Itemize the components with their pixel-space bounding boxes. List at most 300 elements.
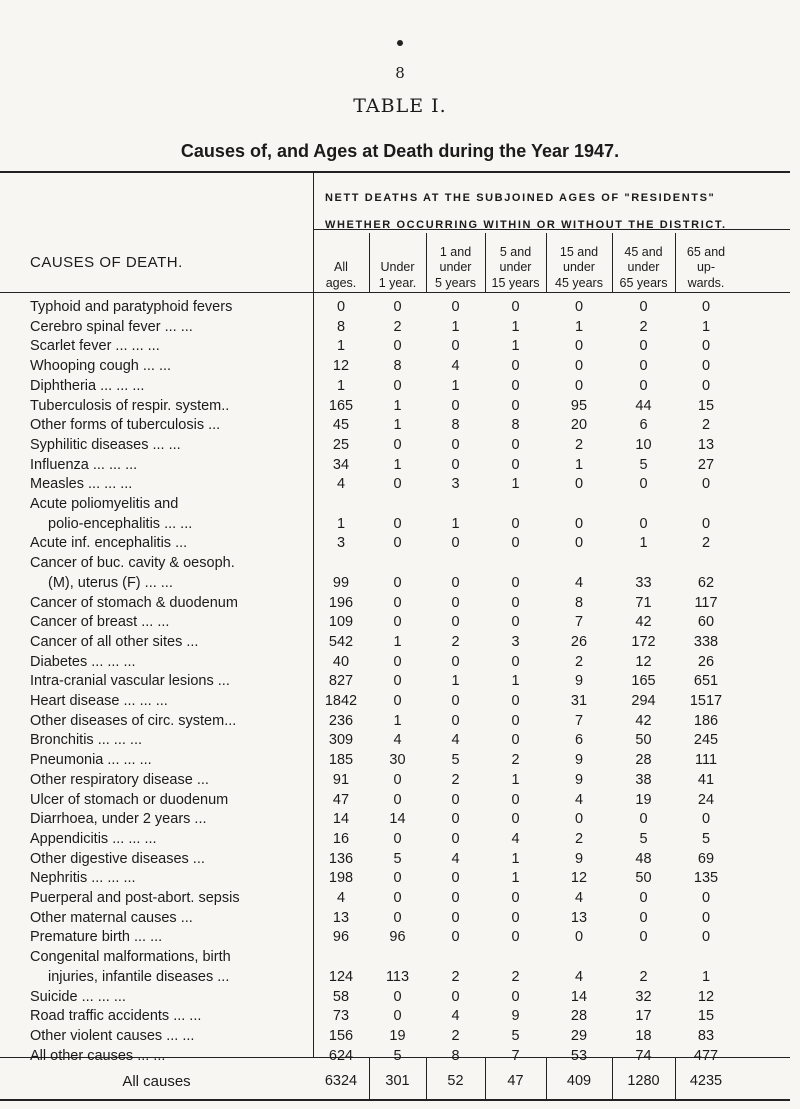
table-cell: 0	[393, 476, 402, 493]
row-label-text: Measles ... ... ...	[30, 476, 133, 493]
row-label-text: Other forms of tuberculosis ...	[30, 417, 221, 434]
table-cell: 0	[701, 299, 711, 315]
column-heading-line: 65 years	[619, 275, 668, 290]
table-cell: 245	[693, 732, 719, 749]
table-cell: 0	[511, 988, 520, 1005]
table-cell: 74	[635, 1047, 652, 1064]
table-cell: 338	[693, 633, 719, 650]
table-cell: 32	[635, 988, 652, 1005]
column-heading-line: under	[563, 260, 595, 274]
totals-cell: 301	[385, 1073, 410, 1089]
table-cell: 0	[639, 811, 648, 828]
table-cell: 18	[635, 1027, 652, 1044]
row-label	[30, 338, 160, 354]
table-cell: 1	[511, 318, 520, 335]
table-cell: 1	[393, 633, 402, 650]
table-cell: 0	[451, 693, 460, 709]
table-cell: 4	[574, 968, 584, 985]
column-heading-line: wards.	[687, 275, 725, 290]
row-label-text: polio-encephalitis ... ...	[48, 515, 193, 532]
table-cell: 172	[631, 633, 656, 650]
column-heading-line: ages.	[325, 275, 357, 290]
table-cell: 0	[393, 436, 402, 453]
table-cell: 0	[451, 535, 460, 552]
table-cell: 2	[701, 535, 711, 552]
table-cell: 4	[574, 574, 584, 591]
table-cell: 29	[570, 1027, 588, 1044]
row-label-text: Pneumonia ... ... ...	[30, 752, 152, 769]
table-cell: 13	[332, 909, 350, 926]
table-cell: 111	[694, 752, 718, 769]
column-heading-line	[369, 245, 426, 261]
table-cell: 12	[697, 988, 715, 1005]
table-cell: 0	[511, 436, 520, 453]
row-label	[30, 575, 173, 591]
table-cell: 0	[511, 732, 520, 749]
column-heading-line: under	[499, 260, 532, 274]
table-cell: 4	[511, 830, 520, 847]
table-cell: 0	[511, 890, 520, 906]
table-cell: 0	[451, 909, 460, 926]
table-cell: 0	[574, 476, 584, 493]
row-label	[30, 535, 187, 551]
table-cell: 0	[451, 791, 460, 808]
table-cell: 0	[451, 929, 460, 946]
row-label-text: Other digestive diseases ...	[30, 850, 205, 867]
column-heading-line: 15 and	[559, 244, 599, 259]
table-cell: 9	[574, 771, 584, 788]
row-label	[30, 496, 178, 512]
table-cell: 0	[574, 377, 584, 394]
table-cell: 9	[574, 850, 584, 867]
table-cell: 0	[511, 358, 520, 375]
table-cell: 165	[328, 397, 354, 414]
table-cell: 0	[574, 929, 584, 946]
table-cell: 1	[393, 456, 402, 473]
table-cell: 542	[328, 633, 354, 650]
table-cell: 47	[332, 791, 350, 808]
row-label-text: Cancer of all other sites ...	[30, 633, 199, 650]
table-cell: 96	[389, 929, 406, 946]
table-cell: 0	[393, 870, 402, 887]
table-cell: 0	[336, 299, 346, 315]
row-label-text: Diarrhoea, under 2 years ...	[30, 811, 207, 828]
table-cell: 0	[451, 890, 460, 906]
row-label	[30, 319, 193, 335]
table-cell: 1	[451, 318, 460, 335]
row-label-text: Congenital malformations, birth	[30, 949, 231, 966]
table-cell: 0	[393, 673, 402, 690]
column-heading-line: 1 and	[439, 244, 472, 259]
table-cell: 5	[639, 830, 648, 847]
table-cell: 13	[570, 909, 588, 926]
row-label	[30, 634, 198, 650]
row-label	[30, 870, 136, 886]
totals-cell: 47	[507, 1073, 524, 1089]
table-cell: 0	[639, 299, 648, 315]
row-label-text: Other violent causes ... ...	[30, 1027, 195, 1044]
table-cell: 8	[451, 417, 460, 434]
column-heading-line: 15 years	[491, 275, 540, 290]
table-cell: 0	[393, 771, 402, 788]
column-heading	[546, 233, 612, 291]
table-cell: 1	[393, 397, 402, 414]
table-cell: 0	[451, 574, 460, 591]
table-cell: 1	[574, 318, 584, 335]
column-heading-line: 45 and	[624, 244, 663, 259]
table-cell: 2	[451, 968, 460, 985]
table-cell: 2	[451, 633, 460, 650]
table-cell: 31	[570, 693, 588, 709]
table-cell: 4	[451, 850, 460, 867]
column-heading-line: 1 year.	[378, 275, 417, 290]
table-cell: 8	[451, 1047, 460, 1064]
table-cell: 45	[332, 417, 350, 434]
column-heading-line	[313, 245, 369, 261]
table-cell: 0	[393, 830, 402, 847]
table-cell: 0	[451, 830, 460, 847]
row-label	[30, 732, 142, 748]
row-label	[30, 417, 220, 433]
table-cell: 1	[574, 456, 584, 473]
row-label	[30, 614, 169, 630]
row-label-text: All other causes ... ...	[30, 1047, 166, 1064]
table-cell: 0	[574, 811, 584, 828]
causes-column-heading: CAUSES OF DEATH.	[30, 254, 183, 271]
table-cell: 185	[328, 752, 354, 769]
totals-separator	[426, 1058, 427, 1099]
table-cell: 309	[328, 732, 354, 749]
table-cell: 651	[693, 673, 719, 690]
table-cell: 236	[328, 712, 354, 729]
row-label	[30, 457, 137, 473]
table-cell: 0	[701, 377, 711, 394]
row-label	[30, 693, 168, 709]
table-cell: 0	[451, 436, 460, 453]
table-cell: 0	[393, 535, 402, 552]
table-cell: 135	[693, 870, 719, 887]
row-label-text: Syphilitic diseases ... ...	[30, 436, 181, 453]
table-cell: 0	[511, 535, 520, 552]
table-cell: 1	[451, 377, 460, 394]
row-label-text: Cancer of stomach & duodenum	[30, 594, 238, 611]
table-cell: 0	[511, 929, 520, 946]
table-cell: 196	[328, 594, 354, 611]
table-cell: 2	[451, 771, 460, 788]
row-label	[30, 476, 132, 492]
table-cell: 15	[697, 1008, 715, 1025]
row-label-text: Road traffic accidents ... ...	[30, 1008, 202, 1025]
row-label	[30, 969, 229, 985]
column-heading-line: Under	[380, 260, 415, 274]
row-label-text: Ulcer of stomach or duodenum	[30, 791, 229, 808]
group-heading	[325, 185, 790, 239]
totals-separator	[675, 1058, 676, 1099]
totals-cell: 409	[566, 1073, 592, 1089]
table-cell: 0	[393, 299, 402, 315]
column-heading	[675, 233, 737, 291]
table-cell: 20	[570, 417, 588, 434]
table-cell: 42	[635, 712, 652, 729]
table-cell: 14	[389, 811, 406, 828]
column-heading-line: 65 and	[686, 244, 726, 259]
table-cell: 0	[511, 693, 520, 709]
table-cell: 1	[511, 850, 520, 867]
table-cell: 8	[336, 318, 346, 335]
row-label	[30, 654, 136, 670]
table-cell: 4	[336, 890, 346, 906]
table-cell: 2	[574, 830, 584, 847]
table-cell: 0	[574, 338, 584, 355]
row-label	[30, 378, 144, 394]
table-cell: 1	[511, 476, 520, 493]
table-cell: 0	[451, 811, 460, 828]
table-cell: 1	[393, 712, 402, 729]
table-cell: 7	[574, 712, 584, 729]
table-cell: 38	[635, 771, 652, 788]
table-cell: 0	[511, 811, 520, 828]
table-cell: 0	[639, 909, 648, 926]
table-cell: 113	[385, 968, 410, 985]
row-label-text: Heart disease ... ... ...	[30, 693, 168, 709]
table-cell: 0	[511, 791, 520, 808]
row-label-text: Intra-cranial vascular lesions ...	[30, 673, 230, 690]
table-cell: 0	[511, 614, 520, 631]
row-label	[30, 1028, 194, 1044]
table-cell: 109	[328, 614, 354, 631]
table-cell: 6	[639, 417, 648, 434]
table-cell: 26	[697, 653, 715, 670]
table-cell: 0	[393, 574, 402, 591]
table-cell: 1	[639, 535, 648, 552]
table-cell: 624	[328, 1047, 354, 1064]
table-cell: 0	[701, 515, 711, 532]
table-cell: 0	[574, 358, 584, 375]
table-cell: 96	[332, 929, 350, 946]
column-heading-separator	[546, 233, 547, 292]
table-cell: 6	[574, 732, 584, 749]
row-label	[30, 831, 157, 847]
row-label-text: Whooping cough ... ...	[30, 358, 172, 375]
totals-cell: 52	[447, 1073, 464, 1089]
group-heading-line-1: NETT DEATHS AT THE SUBJOINED AGES OF "RESIDENTS"	[325, 192, 716, 204]
table-cell: 0	[511, 653, 520, 670]
table-cell: 0	[393, 653, 402, 670]
table-cell: 1842	[324, 693, 358, 709]
table-cell: 0	[701, 338, 711, 355]
table-cell: 2	[511, 968, 520, 985]
table-cell: 4	[393, 732, 402, 749]
table-cell: 0	[574, 299, 584, 315]
table-cell: 4	[574, 890, 584, 906]
table-cell: 4	[451, 358, 460, 375]
table-cell: 0	[701, 909, 711, 926]
table-cell: 0	[701, 358, 711, 375]
column-heading-line: All	[334, 260, 348, 274]
table-cell: 13	[697, 436, 715, 453]
totals-separator	[546, 1058, 547, 1099]
column-heading-line: under	[439, 260, 472, 274]
table-cell: 1	[511, 870, 520, 887]
table-cell: 24	[697, 791, 715, 808]
totals-cell: 4235	[689, 1073, 723, 1089]
table-cell: 48	[635, 850, 652, 867]
row-label-text: Other maternal causes ...	[30, 909, 193, 926]
table-cell: 0	[451, 988, 460, 1005]
column-heading	[612, 233, 675, 291]
table-cell: 0	[451, 653, 460, 670]
row-label-text: Other diseases of circ. system...	[30, 712, 237, 729]
row-label-text: Bronchitis ... ... ...	[30, 732, 143, 749]
table-cell: 2	[511, 752, 520, 769]
row-label	[30, 713, 236, 729]
table-cell: 15	[697, 397, 715, 414]
row-label-text: Influenza ... ... ...	[30, 456, 138, 473]
table-cell: 12	[635, 653, 652, 670]
row-label	[30, 792, 228, 808]
row-label	[30, 673, 230, 689]
column-heading	[426, 233, 485, 291]
table-cell: 0	[393, 890, 402, 906]
row-label	[30, 929, 162, 945]
table-cell: 1	[701, 968, 711, 985]
column-heading-line: 5 and	[499, 244, 532, 259]
totals-separator	[485, 1058, 486, 1099]
totals-separator	[612, 1058, 613, 1099]
table-cell: 477	[693, 1047, 719, 1064]
row-label-text: Typhoid and paratyphoid fevers	[30, 299, 233, 315]
table-cell: 186	[693, 712, 719, 729]
table-cell: 0	[639, 929, 648, 946]
table-cell: 60	[697, 614, 715, 631]
table-cell: 26	[570, 633, 588, 650]
column-heading-line: up-	[696, 260, 716, 274]
table-cell: 3	[451, 476, 460, 493]
table-cell: 62	[697, 574, 715, 591]
row-label	[30, 516, 192, 532]
table-cell: 0	[701, 811, 711, 828]
column-heading-separator	[369, 233, 370, 292]
table-cell: 5	[393, 850, 402, 867]
table-cell: 1	[701, 318, 711, 335]
table-cell: 99	[332, 574, 350, 591]
table-cell: 2	[701, 417, 711, 434]
table-cell: 0	[451, 338, 460, 355]
totals-cell: 1280	[627, 1073, 660, 1089]
table-cell: 0	[393, 338, 402, 355]
column-heading-separator	[485, 233, 486, 292]
table-cell: 33	[635, 574, 652, 591]
table-cell: 58	[332, 988, 350, 1005]
row-label-text: Acute poliomyelitis and	[30, 496, 179, 512]
row-label	[30, 1048, 165, 1064]
table-cell: 0	[701, 929, 711, 946]
table-cell: 0	[393, 614, 402, 631]
table-cell: 9	[574, 752, 584, 769]
table-cell: 5	[701, 830, 711, 847]
table-cell: 136	[328, 850, 354, 867]
row-label-text: (M), uterus (F) ... ...	[48, 574, 173, 591]
table-cell: 41	[697, 771, 715, 788]
table-cell: 2	[639, 318, 648, 335]
table-cell: 44	[635, 397, 652, 414]
totals-separator	[369, 1058, 370, 1099]
table-cell: 0	[393, 791, 402, 808]
table-cell: 2	[574, 653, 584, 670]
column-heading-separator	[612, 233, 613, 292]
row-label-text: Cancer of breast ... ...	[30, 614, 170, 631]
bottom-rule	[0, 1099, 790, 1101]
table-cell: 73	[332, 1008, 350, 1025]
row-label	[30, 555, 235, 571]
table-cell: 0	[574, 535, 584, 552]
table-cell: 156	[328, 1027, 354, 1044]
column-heading-separator	[426, 233, 427, 292]
table-cell: 1	[336, 338, 346, 355]
table-cell: 0	[451, 712, 460, 729]
row-label	[30, 437, 181, 453]
table-cell: 4	[451, 1008, 460, 1025]
group-heading-line-2: WHETHER OCCURRING WITHIN OR WITHOUT THE DISTRICT.	[325, 219, 727, 231]
table-cell: 9	[574, 673, 584, 690]
row-label	[30, 398, 229, 414]
table-cell: 71	[635, 594, 652, 611]
row-label-text: Suicide ... ... ...	[30, 988, 126, 1005]
table-cell: 0	[393, 909, 402, 926]
table-cell: 27	[697, 456, 715, 473]
table-cell: 4	[574, 791, 584, 808]
table-cell: 14	[570, 988, 588, 1005]
table-cell: 8	[574, 594, 584, 611]
table-cell: 0	[393, 1008, 402, 1025]
table-cell: 95	[570, 397, 588, 414]
row-label	[30, 752, 152, 768]
header-bottom-rule-left	[0, 292, 313, 293]
page-mark-dot	[397, 40, 403, 46]
table-cell: 7	[574, 614, 584, 631]
row-label	[30, 949, 231, 965]
table-cell: 0	[451, 397, 460, 414]
row-label-text: Tuberculosis of respir. system..	[30, 397, 230, 414]
table-cell: 14	[332, 811, 350, 828]
table-cell: 165	[631, 673, 656, 690]
table-cell: 50	[635, 870, 652, 887]
table-cell: 117	[694, 594, 718, 611]
column-heading-line: under	[627, 260, 660, 274]
table-cell: 2	[639, 968, 648, 985]
table-cell: 0	[393, 515, 402, 532]
table-cell: 0	[511, 299, 520, 315]
column-heading	[485, 233, 546, 291]
column-heading-line: 45 years	[555, 275, 603, 290]
table-cell: 0	[701, 476, 711, 493]
table-cell: 0	[639, 890, 648, 906]
table-cell: 9	[511, 1008, 520, 1025]
table-cell: 28	[635, 752, 652, 769]
table-cell: 0	[393, 988, 402, 1005]
table-cell: 1517	[689, 693, 723, 709]
table-cell: 4	[451, 732, 460, 749]
table-cell: 0	[511, 456, 520, 473]
table-cell: 17	[635, 1008, 652, 1025]
table-cell: 0	[511, 594, 520, 611]
row-label-text: Scarlet fever ... ... ...	[30, 338, 160, 355]
row-label-text: Cerebro spinal fever ... ...	[30, 318, 193, 335]
table-cell: 30	[389, 752, 406, 769]
row-label	[30, 989, 126, 1005]
table-cell: 0	[393, 693, 402, 709]
table-cell: 0	[511, 377, 520, 394]
